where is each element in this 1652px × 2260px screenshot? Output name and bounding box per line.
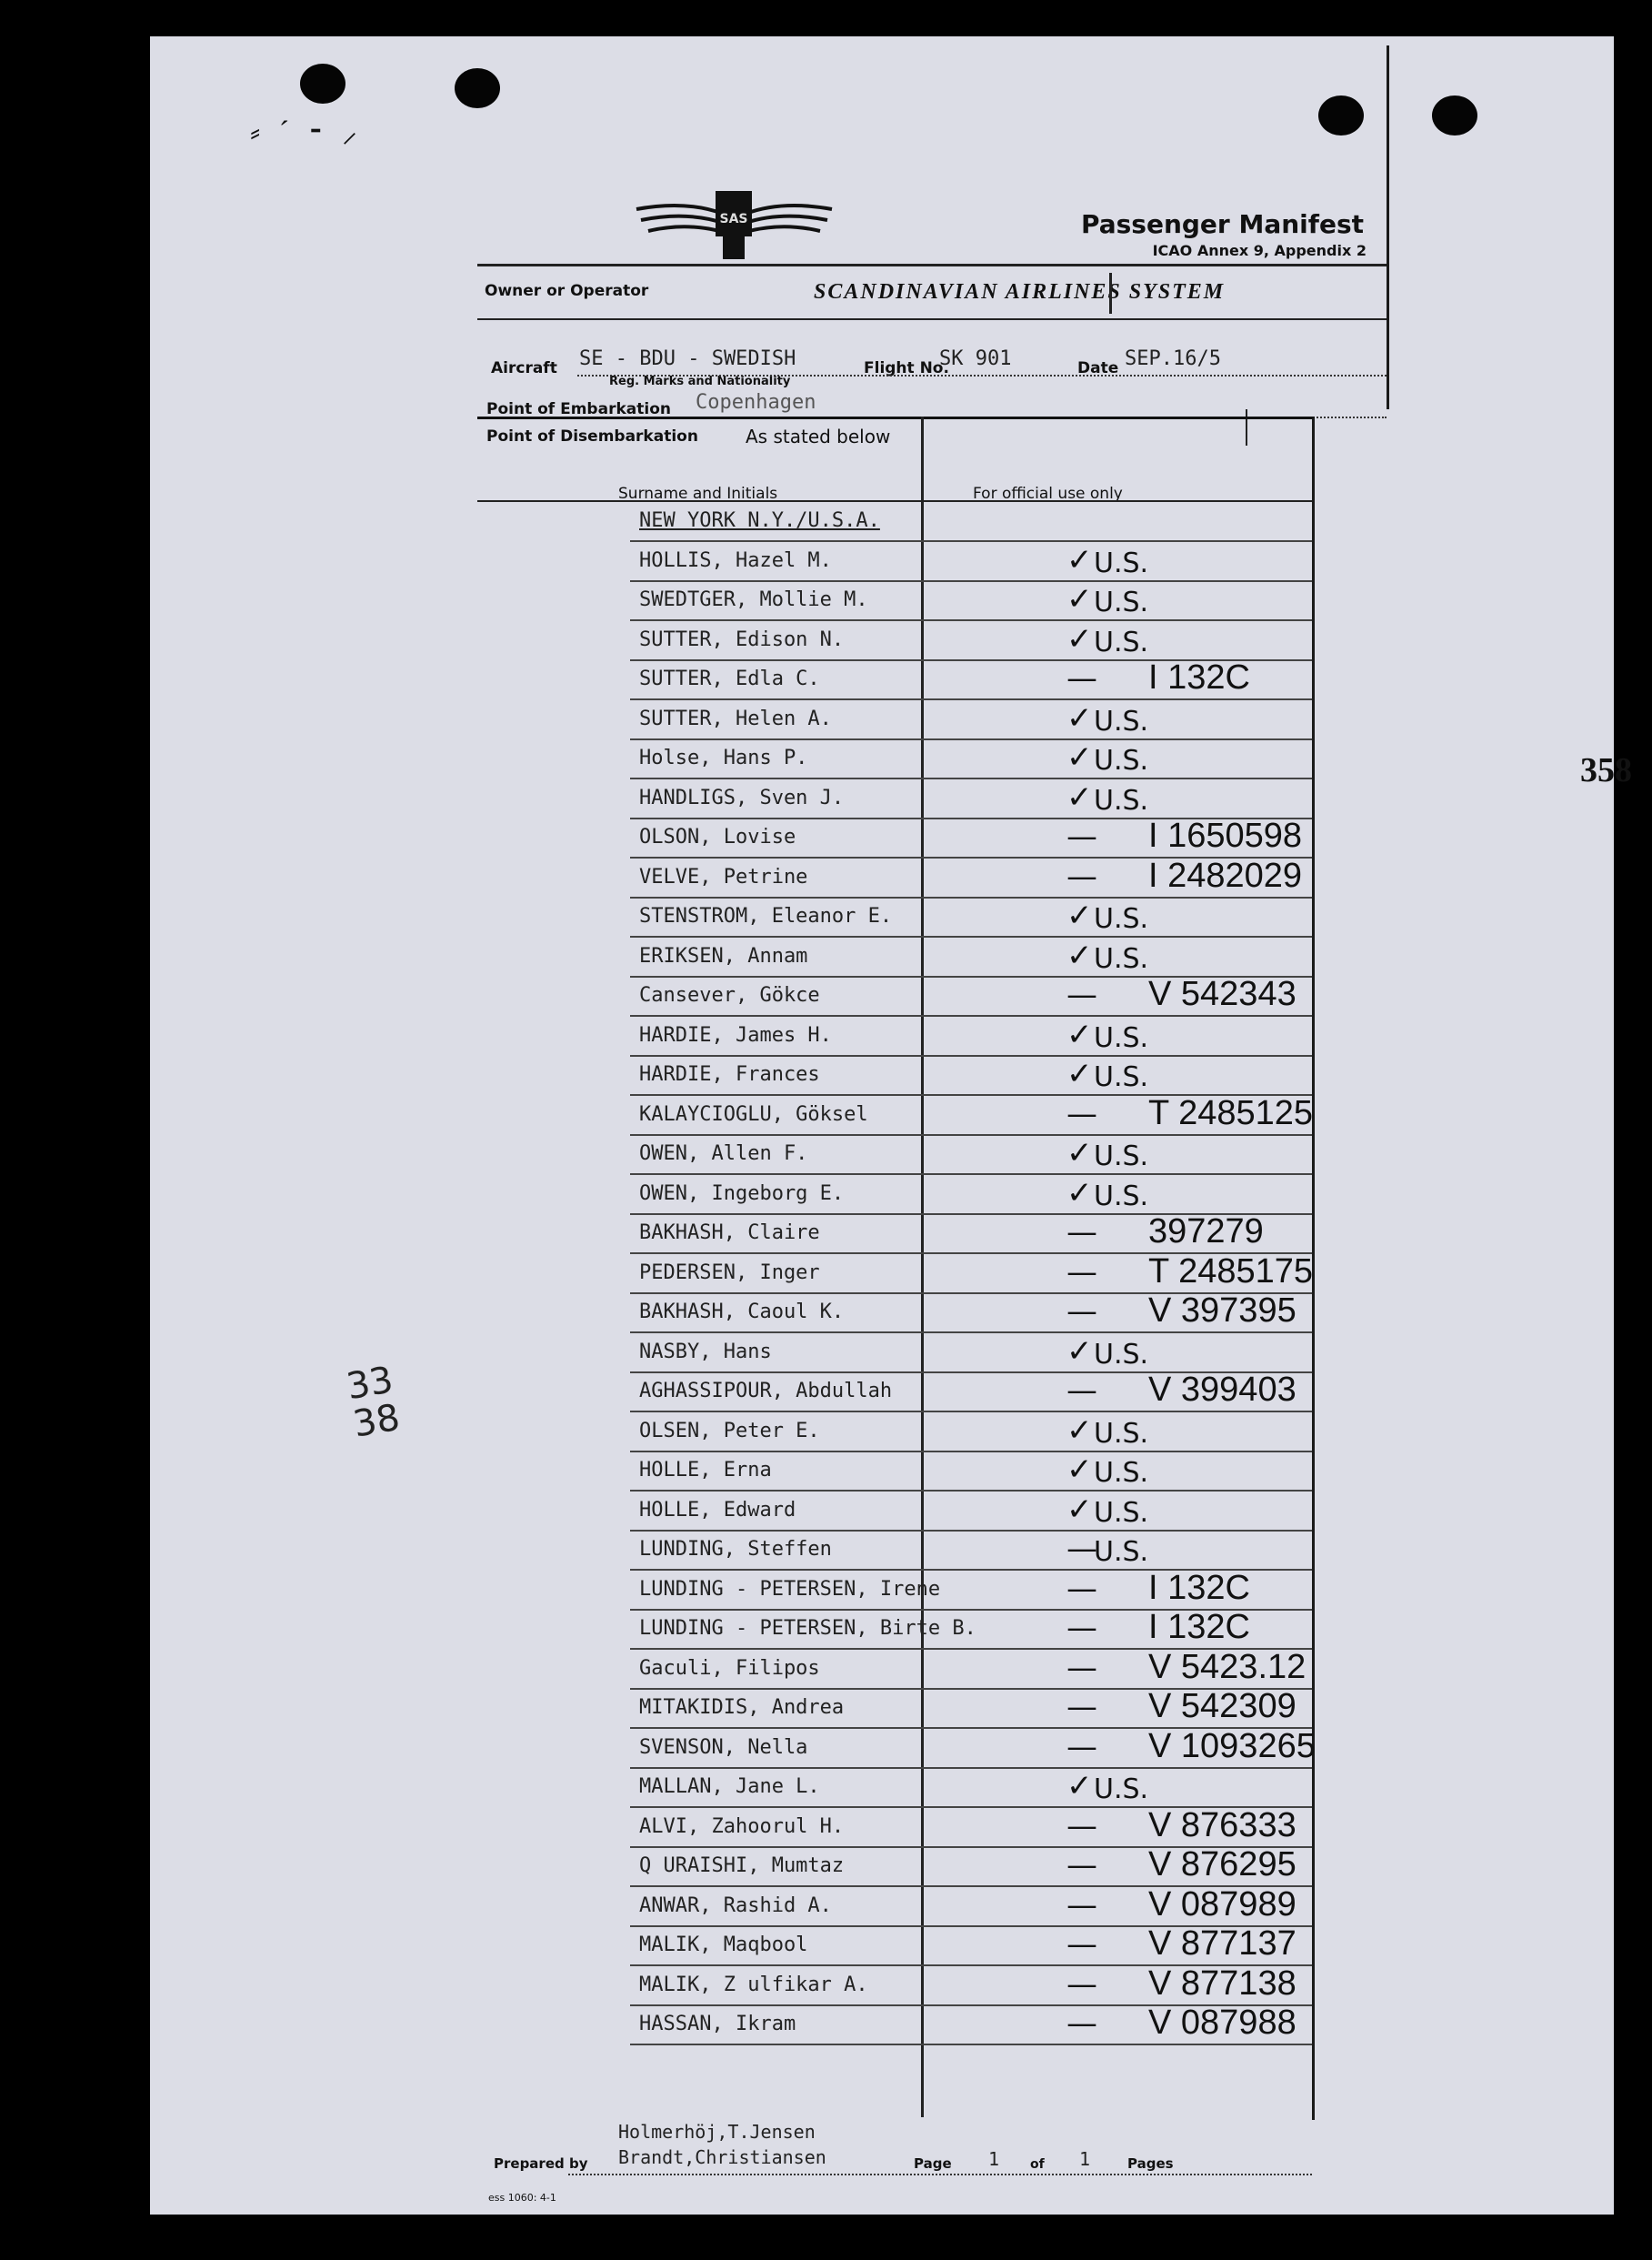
table-row (630, 1492, 1312, 1532)
official-status: U.S. (1094, 626, 1149, 658)
official-mark: ✓ (1066, 778, 1093, 816)
official-mark: — (1066, 1847, 1097, 1883)
official-status: I 132C (1148, 1568, 1250, 1607)
official-mark: ✓ (1066, 1016, 1093, 1053)
table-row (630, 1372, 1312, 1412)
passenger-name: LUNDING - PETERSEN, Irene (639, 1577, 941, 1601)
official-status: U.S. (1094, 1773, 1149, 1805)
page-label: Page (914, 2155, 952, 2172)
official-status: U.S. (1094, 1021, 1149, 1054)
page-subtitle: ICAO Annex 9, Appendix 2 (1152, 242, 1367, 259)
passenger-name: NEW YORK N.Y./U.S.A. (639, 509, 880, 532)
passenger-name: AGHASSIPOUR, Abdullah (639, 1380, 893, 1402)
flight-label: Flight No. (864, 359, 949, 377)
table-row (630, 1647, 1312, 1690)
operator-field-end (1109, 273, 1112, 314)
margin-note-line2: 38 (350, 1396, 404, 1446)
passenger-name: SUTTER, Helen A. (639, 707, 832, 730)
table-row (630, 1056, 1312, 1096)
official-mark: — (1066, 1214, 1097, 1251)
table-row (630, 621, 1312, 661)
table-row (630, 1175, 1312, 1215)
official-mark: — (1066, 1293, 1097, 1330)
official-mark: ✓ (1066, 699, 1093, 737)
table-row (630, 739, 1312, 779)
passenger-name: HARDIE, James H. (639, 1023, 832, 1047)
official-status: V 876295 (1148, 1845, 1297, 1883)
official-status: U.S. (1094, 1338, 1149, 1371)
official-status: V 877137 (1148, 1924, 1297, 1963)
page-title: Passenger Manifest (1080, 209, 1364, 239)
date-value: SEP.16/5 (1125, 347, 1221, 370)
official-mark: ✓ (1066, 937, 1093, 974)
passenger-name: BAKHASH, Claire (639, 1221, 820, 1244)
official-status: V 542343 (1148, 975, 1297, 1013)
passenger-name: SVENSON, Nella (639, 1735, 808, 1759)
table-row (630, 542, 1312, 582)
table-row (630, 1768, 1312, 1808)
official-status: U.S. (1094, 547, 1149, 579)
passenger-name: SUTTER, Edison N. (639, 628, 845, 651)
passenger-name: KALAYCIOGLU, Göksel (639, 1102, 868, 1126)
table-row (630, 819, 1312, 859)
official-status: U.S. (1094, 745, 1149, 777)
official-mark: — (1066, 1807, 1097, 1844)
official-status: U.S. (1094, 1140, 1149, 1172)
passenger-name: OWEN, Ingeborg E. (639, 1181, 845, 1205)
official-mark: ✓ (1066, 1135, 1093, 1171)
embarkation-label: Point of Embarkation (486, 400, 671, 418)
table-row (630, 977, 1312, 1017)
passenger-name: HOLLE, Edward (639, 1498, 796, 1522)
passenger-name: SUTTER, Edla C. (639, 668, 820, 690)
passenger-name: HASSAN, Ikram (639, 2013, 796, 2035)
official-mark: ✓ (1066, 898, 1093, 934)
disembarkation-label: Point of Disembarkation (486, 427, 698, 446)
punch-hole (1432, 95, 1477, 136)
official-mark: ✓ (1066, 1056, 1093, 1092)
table-row (630, 502, 1312, 542)
official-mark: — (1066, 1610, 1097, 1646)
passenger-name: Holse, Hans P. (639, 747, 808, 769)
form-code: ess 1060: 4-1 (488, 2192, 556, 2204)
table-row (630, 1412, 1312, 1452)
official-status: V 087988 (1148, 2004, 1297, 2042)
table-row (630, 1884, 1312, 1927)
svg-text:SAS: SAS (719, 212, 748, 226)
passenger-name: VELVE, Petrine (639, 865, 808, 889)
embarkation-value: Copenhagen (696, 391, 816, 414)
table-row (630, 1568, 1312, 1611)
official-mark: ✓ (1066, 1491, 1093, 1528)
official-status: U.S. (1094, 1457, 1149, 1489)
passenger-name: ALVI, Zahoorul H. (639, 1814, 845, 1838)
official-mark: ✓ (1066, 1332, 1093, 1370)
table-row (630, 1214, 1312, 1254)
page-number-annotation: 358 (1580, 751, 1632, 789)
official-status: V 1093265 (1148, 1726, 1316, 1765)
passenger-name: HOLLIS, Hazel M. (639, 548, 832, 572)
table-row (630, 1689, 1312, 1729)
passenger-name: ANWAR, Rashid A. (639, 1893, 832, 1917)
table-row (630, 938, 1312, 978)
official-mark: — (1066, 1649, 1097, 1686)
header-divider (477, 264, 1387, 266)
disembarkation-value: As stated below (746, 426, 891, 447)
passenger-name: Gaculi, Filipos (639, 1656, 820, 1680)
official-status: T 2485125 (1148, 1093, 1314, 1132)
official-status: I 132C (1148, 658, 1250, 697)
official-mark: ✓ (1066, 581, 1093, 618)
margin-note-line1: 33 (343, 1359, 396, 1409)
owner-label: Owner or Operator (485, 282, 649, 300)
official-mark: — (1066, 1689, 1097, 1725)
official-mark: — (1066, 1965, 1097, 2003)
official-mark: — (1066, 1095, 1097, 1132)
official-mark: — (1066, 2005, 1097, 2042)
row-divider (630, 2044, 1312, 2045)
official-status: V 876333 (1148, 1805, 1297, 1844)
table-row (630, 1251, 1314, 1294)
official-status: I 1650598 (1148, 817, 1303, 855)
official-mark: ✓ (1066, 1174, 1093, 1211)
official-mark: — (1066, 1372, 1097, 1409)
aircraft-value: SE - BDU - SWEDISH (579, 347, 796, 370)
table-row (630, 1333, 1312, 1373)
table-row (630, 660, 1312, 700)
passenger-name: PEDERSEN, Inger (639, 1261, 820, 1284)
passenger-name: HANDLIGS, Sven J. (639, 786, 845, 809)
passenger-name: MALLAN, Jane L. (639, 1775, 820, 1798)
official-mark: ✓ (1066, 739, 1093, 776)
passenger-name: LUNDING, Steffen (639, 1538, 832, 1561)
table-row (630, 1926, 1312, 1966)
official-mark: ✓ (1066, 1451, 1093, 1488)
official-mark: — (1066, 1531, 1097, 1567)
footer-dotline (568, 2174, 1312, 2175)
table-row (630, 1726, 1316, 1769)
official-mark: — (1066, 819, 1097, 855)
aircraft-dotline (577, 375, 1387, 377)
table-row (630, 856, 1312, 899)
passenger-name: HOLLE, Erna (639, 1459, 772, 1482)
passenger-name: HARDIE, Frances (639, 1063, 820, 1086)
owner-divider (477, 318, 1387, 320)
table-row (630, 1610, 1312, 1650)
pages-label: Pages (1127, 2155, 1174, 2172)
official-status: V 399403 (1148, 1371, 1297, 1409)
official-mark: — (1066, 1886, 1097, 1924)
official-status: U.S. (1094, 903, 1149, 935)
table-row (630, 898, 1312, 938)
official-status: I 2482029 (1148, 856, 1303, 895)
date-label: Date (1077, 359, 1119, 377)
official-status: V 877138 (1148, 1964, 1297, 2003)
official-status: U.S. (1094, 1536, 1149, 1568)
table-row (630, 2005, 1312, 2045)
passenger-name: NASBY, Hans (639, 1340, 772, 1363)
table-row (630, 700, 1312, 740)
table-row (630, 1531, 1312, 1571)
official-mark: — (1066, 1926, 1097, 1963)
manifest-page (150, 36, 1632, 2215)
passenger-name: Cansever, Gökce (639, 984, 820, 1007)
table-row (630, 779, 1312, 819)
column-header-name: Surname and Initials (618, 485, 778, 503)
official-status: V 542309 (1148, 1687, 1297, 1725)
page-value: 1 (988, 2148, 1000, 2170)
official-mark: ✓ (1066, 1768, 1093, 1804)
official-mark: — (1066, 977, 1097, 1013)
aircraft-label: Aircraft (491, 359, 557, 377)
official-mark: ✓ (1066, 541, 1093, 578)
table-row (630, 1451, 1312, 1492)
official-status: T 2485175 (1148, 1251, 1314, 1291)
official-status: U.S. (1094, 1496, 1149, 1529)
passenger-name: ERIKSEN, Annam (639, 944, 808, 968)
passenger-name: LUNDING - PETERSEN, Birte B. (639, 1617, 976, 1640)
official-mark: ✓ (1066, 1411, 1093, 1449)
passenger-name: Q URAISHI, Mumtaz (639, 1854, 845, 1877)
pages-value: 1 (1079, 2148, 1091, 2170)
official-status: V 5423.12 (1148, 1647, 1307, 1686)
official-status: U.S. (1094, 1061, 1149, 1093)
official-status: U.S. (1094, 784, 1149, 817)
official-status: U.S. (1094, 705, 1149, 738)
official-mark: — (1066, 1253, 1097, 1291)
punch-hole (300, 64, 345, 104)
passenger-name: OLSEN, Peter E. (639, 1419, 820, 1442)
table-row (630, 1093, 1314, 1136)
flight-value: SK 901 (939, 347, 1012, 370)
table-row (630, 1805, 1312, 1848)
official-status: U.S. (1094, 942, 1149, 975)
passenger-name: STENSTROM, Eleanor E. (639, 905, 893, 928)
official-mark: — (1066, 1728, 1097, 1765)
table-row (630, 1293, 1312, 1333)
official-status: U.S. (1094, 1180, 1149, 1212)
passenger-name: SWEDTGER, Mollie M. (639, 588, 868, 611)
passenger-name: MALIK, Z ulfikar A. (639, 1973, 868, 1996)
prepared-by-line1: Holmerhöj,T.Jensen (618, 2121, 816, 2143)
table-row (630, 1966, 1312, 2006)
official-mark: — (1066, 858, 1097, 895)
official-status: U.S. (1094, 1417, 1149, 1450)
column-header-official: For official use only (973, 485, 1123, 503)
passenger-name: OLSON, Lovise (639, 826, 796, 849)
operator-name: SCANDINAVIAN AIRLINES SYSTEM (814, 280, 1226, 304)
official-status: I 132C (1148, 1608, 1250, 1646)
official-mark: ✓ (1066, 620, 1093, 658)
margin-note (344, 1361, 403, 1444)
passenger-name: MALIK, Maqbool (639, 1934, 808, 1956)
prepared-by-label: Prepared by (494, 2155, 588, 2172)
official-mark: — (1066, 1570, 1097, 1607)
table-row (630, 1017, 1312, 1057)
sas-logo-icon (632, 182, 836, 264)
prepared-by-line2: Brandt,Christiansen (618, 2146, 826, 2168)
passenger-name: OWEN, Allen F. (639, 1142, 808, 1165)
table-row (630, 1847, 1312, 1887)
official-status: V 087989 (1148, 1884, 1297, 1924)
passenger-name: BAKHASH, Caoul K. (639, 1301, 845, 1323)
table-row (630, 581, 1312, 621)
reg-marks-note: Reg. Marks and Nationality (609, 375, 791, 388)
of-label: of (1030, 2157, 1045, 2172)
official-status: V 397395 (1148, 1291, 1297, 1330)
official-mark: — (1066, 660, 1097, 697)
table-row (630, 1135, 1312, 1175)
official-status: U.S. (1094, 587, 1149, 618)
ink-scribble: ⸗ ˊ ⁃ ⸝ (250, 114, 358, 150)
passenger-name: MITAKIDIS, Andrea (639, 1696, 845, 1719)
official-status: 397279 (1148, 1212, 1264, 1251)
